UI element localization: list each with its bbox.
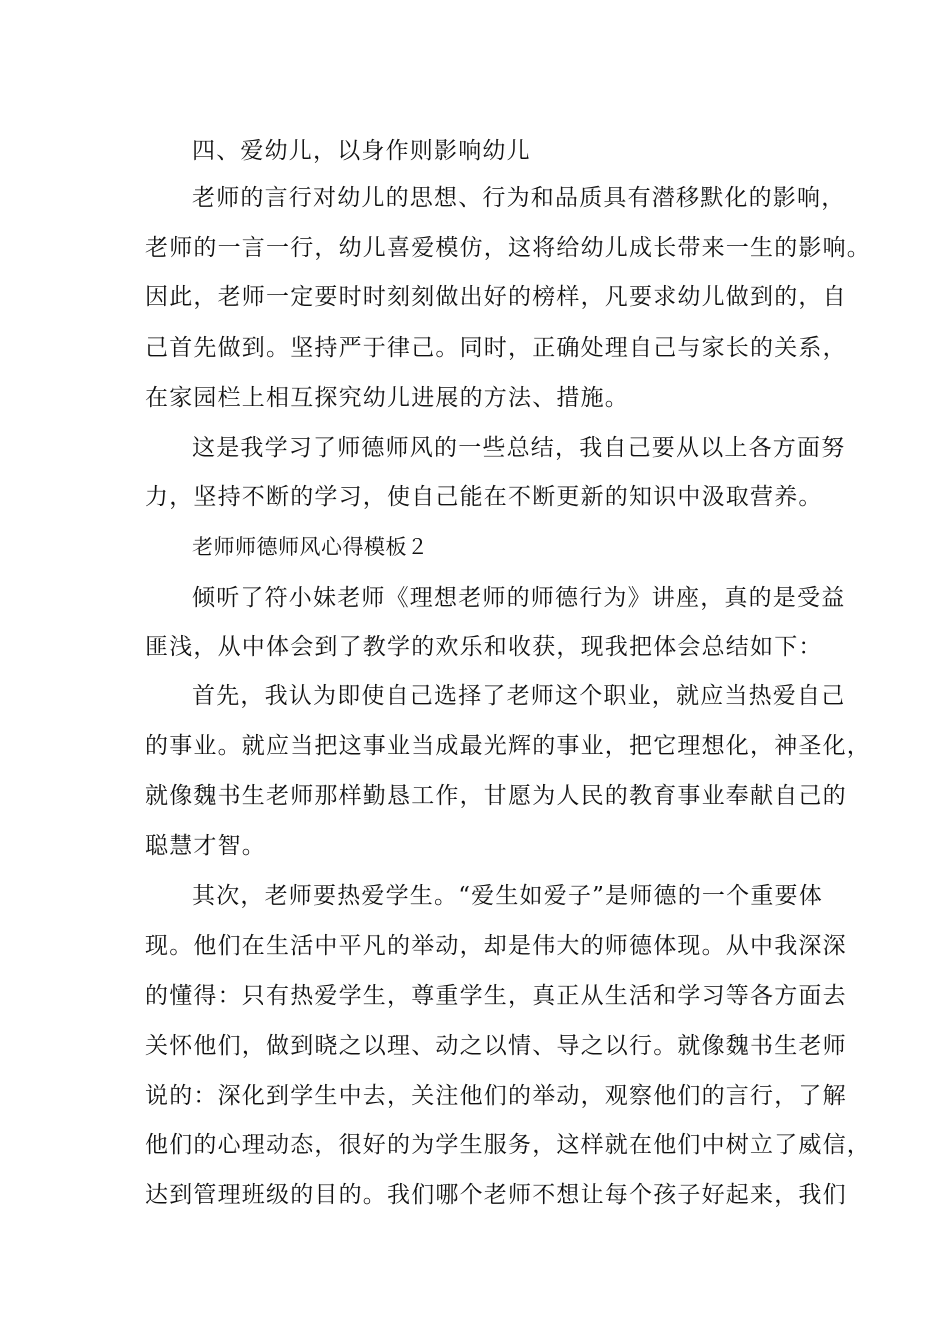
template-title: 老师师德师风心得模板２: [192, 535, 429, 559]
paragraph-line: 老师的言行对幼儿的思想、行为和品质具有潜移默化的影响，: [192, 185, 846, 211]
paragraph-line: 说的：深化到学生中去，关注他们的举动，观察他们的言行，了解: [145, 1083, 847, 1109]
paragraph-line: 其次，老师要热爱学生。“爱生如爱子”是师德的一个重要体: [192, 883, 823, 909]
paragraph-line: 达到管理班级的目的。我们哪个老师不想让每个孩子好起来，我们: [145, 1182, 847, 1208]
section-heading: 四、爱幼儿，以身作则影响幼儿: [192, 138, 531, 164]
paragraph-line: 关怀他们，做到晓之以理、动之以情、导之以行。就像魏书生老师: [145, 1033, 847, 1059]
paragraph-line: 他们的心理动态，很好的为学生服务，这样就在他们中树立了威信，: [145, 1132, 871, 1158]
paragraph-line: 现。他们在生活中平凡的举动，却是伟大的师德体现。从中我深深: [145, 933, 847, 959]
paragraph-line: 己首先做到。坚持严于律己。同时，正确处理自己与家长的关系，: [145, 335, 847, 361]
paragraph-line: 匪浅，从中体会到了教学的欢乐和收获，现我把体会总结如下：: [145, 634, 823, 660]
paragraph-line: 就像魏书生老师那样勤恳工作，甘愿为人民的教育事业奉献自己的: [145, 783, 847, 809]
paragraph-line: 倾听了符小妹老师《理想老师的师德行为》讲座，真的是受益: [192, 585, 846, 611]
paragraph-line: 的事业。就应当把这事业当成最光辉的事业，把它理想化，神圣化，: [145, 733, 871, 759]
paragraph-line: 这是我学习了师德师风的一些总结，我自己要从以上各方面努: [192, 435, 846, 461]
paragraph-line: 在家园栏上相互探究幼儿进展的方法、措施。: [145, 385, 629, 411]
paragraph-line: 力，坚持不断的学习，使自己能在不断更新的知识中汲取营养。: [145, 484, 823, 510]
paragraph-line: 聪慧才智。: [145, 833, 266, 859]
paragraph-line: 的懂得：只有热爱学生，尊重学生，真正从生活和学习等各方面去: [145, 983, 847, 1009]
paragraph-line: 因此，老师一定要时时刻刻做出好的榜样，凡要求幼儿做到的，自: [145, 284, 847, 310]
paragraph-line: 首先，我认为即使自己选择了老师这个职业，就应当热爱自己: [192, 683, 846, 709]
paragraph-line: 老师的一言一行，幼儿喜爱模仿，这将给幼儿成长带来一生的影响。: [145, 235, 871, 261]
